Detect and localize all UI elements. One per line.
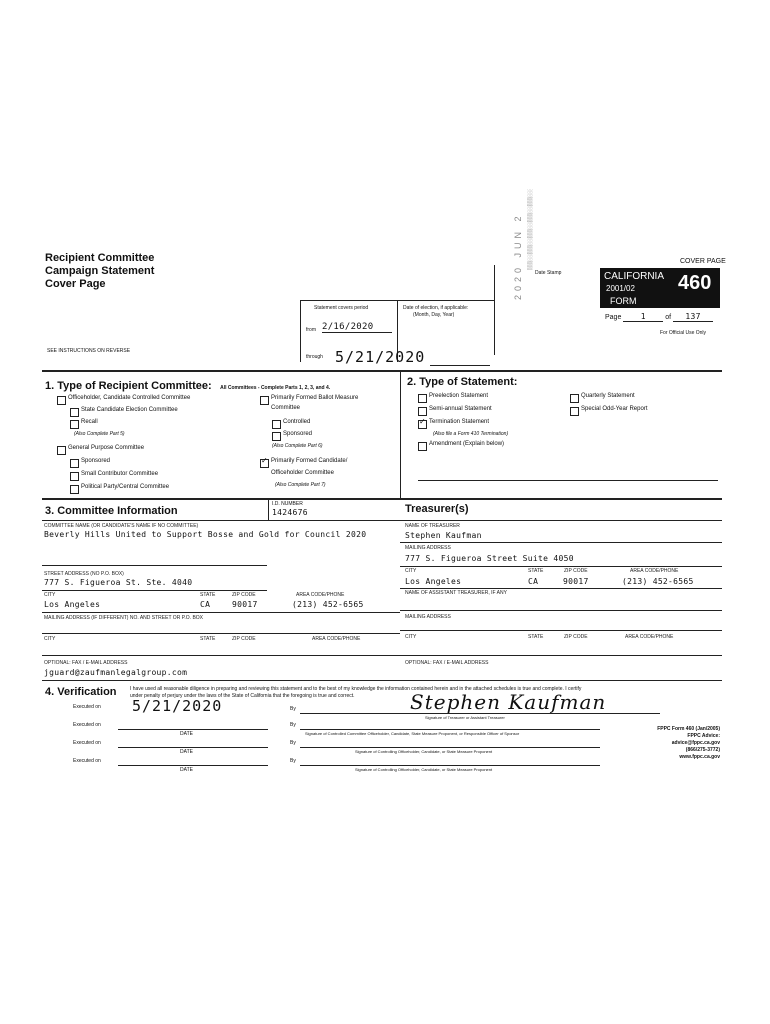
treasurer-phone-label: AREA CODE/PHONE (630, 568, 679, 574)
street-label: STREET ADDRESS (NO P.O. BOX) (44, 571, 124, 577)
tr-rule-3 (400, 566, 722, 567)
official-use-label: For Official Use Only (660, 330, 707, 336)
primarily-candidate-note: (Also Complete Part 7) (275, 482, 326, 488)
state-candidate-checkbox[interactable] (70, 408, 79, 417)
quarterly-label: Quarterly Statement (581, 393, 635, 399)
recall-label: Recall (81, 419, 98, 425)
footer-advice: FPPC Advice: (687, 733, 720, 739)
state-value: CA (200, 600, 211, 609)
date-caption-2: DATE (180, 731, 193, 737)
section1-title: 1. Type of Recipient Committee: (45, 380, 212, 392)
city2-label: CITY (44, 636, 56, 642)
state2-label: STATE (200, 636, 216, 642)
section-rule-top (42, 370, 722, 372)
page-label: Page (605, 314, 622, 321)
stamp-left-border (494, 265, 495, 355)
period-left-border (300, 300, 301, 362)
tr-rule-5 (400, 610, 722, 611)
phone2-label: AREA CODE/PHONE (312, 636, 361, 642)
committee-name-value: Beverly Hills United to Support Bosse and Gold for Council 2020 (44, 530, 367, 539)
badge-number: 460 (678, 272, 712, 294)
semiannual-checkbox[interactable] (418, 407, 427, 416)
date-line-2 (118, 729, 268, 730)
primarily-candidate-checkbox[interactable] (260, 456, 269, 468)
section-rule-mid (42, 498, 722, 500)
checkmark-icon: ✓ (419, 417, 426, 426)
badge-state: CALIFORNIA (604, 271, 665, 282)
recall-checkbox[interactable] (70, 420, 79, 429)
treasurer-name-label: NAME OF TREASURER (405, 523, 460, 529)
s3-rule-6 (42, 655, 400, 656)
controlled-label: Controlled (283, 419, 311, 425)
tr-rule-2 (400, 542, 722, 543)
title-line3: Cover Page (45, 278, 106, 290)
from-label: from (306, 327, 316, 333)
zip2-label: ZIP CODE (232, 636, 256, 642)
s3-rule-bottom (42, 680, 722, 681)
officeholder-label: Officeholder, Candidate Controlled Committee (68, 395, 191, 401)
treasurer-zip2-label: ZIP CODE (564, 634, 588, 640)
title-line1: Recipient Committee (45, 252, 155, 264)
by-label-4: By (290, 758, 296, 764)
semiannual-label: Semi-annual Statement (429, 406, 492, 412)
executed-on-label-3: Executed on (73, 740, 101, 746)
footer-form-rev: FPPC Form 460 (Jan/2005) (657, 726, 720, 732)
special-checkbox[interactable] (570, 407, 579, 416)
treasurer-email-label: OPTIONAL: FAX / E-MAIL ADDRESS (405, 660, 489, 666)
s3-rule-2 (42, 565, 267, 566)
s3-rule-3 (42, 590, 267, 591)
sponsored-label: Sponsored (81, 458, 111, 464)
sig-line-2 (300, 729, 600, 730)
s3-rule-1 (42, 520, 400, 521)
special-label: Special Odd-Year Report (581, 406, 648, 412)
sponsored-checkbox[interactable] (70, 459, 79, 468)
through-label: through (306, 354, 323, 360)
email-value: jguard@zaufmanlegalgroup.com (44, 668, 188, 677)
sig-line-1 (300, 713, 660, 714)
by-label-3: By (290, 740, 296, 746)
footer-email: advice@fppc.ca.gov (671, 740, 720, 746)
date-line-4 (118, 765, 268, 766)
sig3-caption: Signature of Controlling Officeholder, Candidate, or State Measure Proponent (355, 749, 493, 754)
city-value: Los Angeles (44, 600, 101, 609)
s3-rule-4 (42, 612, 400, 613)
termination-note: (Also file a Form 410 Termination) (433, 431, 509, 437)
termination-label: Termination Statement (429, 419, 490, 425)
date-caption-3: DATE (180, 749, 193, 755)
s3-rule-5 (42, 633, 400, 634)
executed-on-label-1: Executed on (73, 704, 101, 710)
title-line2: Campaign Statement (45, 265, 155, 277)
checkmark-icon: ✓ (261, 456, 268, 465)
page-count (605, 312, 713, 322)
tr-rule-6 (400, 630, 722, 631)
phone-value: (213) 452-6565 (292, 600, 364, 609)
sig1-caption: Signature of Treasurer or Assistant Treasurer (425, 715, 505, 720)
footer-phone: (866/275-3772) (685, 747, 720, 753)
page-number: 1 (623, 312, 663, 322)
executed-date-value: 5/21/2020 (132, 697, 223, 715)
section-vertical-divider (400, 370, 401, 498)
primarily-candidate-label-2: Officeholder Committee (271, 470, 334, 476)
treasurer-city-label: CITY (405, 568, 417, 574)
through-date: 5/21/2020 (335, 348, 426, 366)
tr-rule-1 (400, 520, 722, 521)
treasurer-name-value: Stephen Kaufman (405, 531, 482, 540)
amendment-line (418, 480, 718, 481)
mailing-label: MAILING ADDRESS (IF DIFFERENT) NO. AND STREET OR P.O. BOX (44, 615, 204, 621)
election-label: Date of election, if applicable: (403, 305, 469, 311)
section4-title: 4. Verification (45, 686, 117, 698)
political-party-label: Political Party/Central Committee (81, 484, 170, 490)
ballot-measure-checkbox[interactable] (260, 396, 269, 405)
political-party-checkbox[interactable] (70, 485, 79, 494)
street-value: 777 S. Figueroa St. Ste. 4040 (44, 578, 193, 587)
form-title (45, 252, 154, 291)
id-value: 1424676 (272, 508, 308, 517)
general-purpose-label: General Purpose Committee (68, 445, 145, 451)
id-label: I.D. NUMBER (272, 501, 303, 507)
executed-on-label-4: Executed on (73, 758, 101, 764)
ballot-sponsored-label: Sponsored (283, 431, 313, 437)
badge-form: FORM (610, 296, 637, 306)
committee-name-label: COMMITTEE NAME (OR CANDIDATE'S NAME IF NO COMMITTEE) (44, 523, 199, 529)
sig-line-3 (300, 747, 600, 748)
date-line-3 (118, 747, 268, 748)
treasurer-zip-label: ZIP CODE (564, 568, 588, 574)
assistant-label: NAME OF ASSISTANT TREASURER, IF ANY (405, 590, 507, 596)
ballot-note: (Also Complete Part 6) (272, 443, 323, 449)
treasurer-mailing-value: 777 S. Figueroa Street Suite 4050 (405, 554, 574, 563)
zip-value: 90017 (232, 600, 258, 609)
section1-heading (45, 376, 330, 394)
recall-note: (Also Complete Part 5) (74, 431, 125, 437)
by-label-1: By (290, 706, 296, 712)
phone-label: AREA CODE/PHONE (296, 592, 345, 598)
primarily-candidate-label-1: Primarily Formed Candidate/ (271, 458, 348, 464)
controlled-checkbox[interactable] (272, 420, 281, 429)
page-total: 137 (673, 312, 713, 322)
sig2-caption: Signature of Controlled Committee Officeholder, Candidate, State Measure Proponent, or Responsible Officer of Sponsor (305, 731, 520, 736)
sig4-caption: Signature of Controlling Officeholder, Candidate, or State Measure Proponent (355, 767, 493, 772)
section3-title: 3. Committee Information (45, 505, 178, 517)
sig-line-4 (300, 765, 600, 766)
through-underline (430, 365, 490, 366)
ballot-sponsored-checkbox[interactable] (272, 432, 281, 441)
of-label: of (665, 314, 672, 321)
small-contributor-checkbox[interactable] (70, 472, 79, 481)
period-covered-label: Statement covers period (314, 305, 369, 311)
form-badge (600, 268, 720, 308)
treasurer-state-value: CA (528, 577, 539, 586)
by-label-2: By (290, 722, 296, 728)
treasurer-city-value: Los Angeles (405, 577, 462, 586)
footer-web: www.fppc.ca.gov (679, 754, 720, 760)
tr-rule-4 (400, 588, 722, 589)
general-purpose-checkbox[interactable] (57, 446, 66, 455)
footer-block (632, 726, 720, 761)
treasurer-state-label: STATE (528, 568, 544, 574)
termination-checkbox[interactable] (418, 417, 427, 429)
preelection-checkbox[interactable] (418, 394, 427, 403)
stamp-vertical-text: 2020 JUN 2 (513, 212, 523, 300)
state-candidate-label: State Candidate Election Committee (81, 407, 178, 413)
verification-text-1: I have used all reasonable diligence in preparing and reviewing this statement and to the best of my knowledge the information contained herein and in the attached schedules is true and complete. I certify (130, 686, 582, 692)
email-label: OPTIONAL: FAX / E-MAIL ADDRESS (44, 660, 128, 666)
treasurer-mailing-label: MAILING ADDRESS (405, 545, 451, 551)
amendment-label: Amendment (Explain below) (429, 441, 505, 447)
tr-rule-7 (400, 655, 722, 656)
section1-note: All Committees - Complete Parts 1, 2, 3, and 4. (220, 385, 331, 391)
executed-on-label-2: Executed on (73, 722, 101, 728)
id-box-border (268, 498, 269, 520)
city-label: CITY (44, 592, 56, 598)
small-contributor-label: Small Contributor Committee (81, 471, 159, 477)
ballot-measure-label-2: Committee (271, 405, 301, 411)
treasurer-signature: Stephen Kaufman (410, 690, 607, 714)
state-label: STATE (200, 592, 216, 598)
treasurer-zip-value: 90017 (563, 577, 589, 586)
zip-label: ZIP CODE (232, 592, 256, 598)
election-sub: (Month, Day, Year) (413, 312, 455, 318)
instructions-note: SEE INSTRUCTIONS ON REVERSE (47, 348, 131, 354)
verification-text-2: under penalty of perjury under the laws of the State of California that the foregoing is true and correct. (130, 693, 355, 699)
section2-title: 2. Type of Statement: (407, 376, 518, 388)
treasurer-phone-value: (213) 452-6565 (622, 577, 694, 586)
treasurer-phone2-label: AREA CODE/PHONE (625, 634, 674, 640)
treasurer-state2-label: STATE (528, 634, 544, 640)
ballot-measure-label-1: Primarily Formed Ballot Measure (271, 395, 359, 401)
amendment-checkbox[interactable] (418, 442, 427, 451)
quarterly-checkbox[interactable] (570, 394, 579, 403)
period-top-border (300, 300, 494, 301)
stamp-marks: ░ ▒ ░ ▒ ░ ▒ ░ ▒ ░ ▒ (527, 189, 533, 270)
treasurer-city2-label: CITY (405, 634, 417, 640)
date-caption-4: DATE (180, 767, 193, 773)
treasurer-mailing2-label: MAILING ADDRESS (405, 614, 451, 620)
cover-page-label: COVER PAGE (680, 258, 726, 265)
officeholder-checkbox[interactable] (57, 396, 66, 405)
treasurer-title: Treasurer(s) (405, 503, 469, 515)
date-stamp-label: Date Stamp (535, 270, 562, 276)
badge-year: 2001/02 (606, 284, 635, 293)
from-date: 2/16/2020 (322, 322, 392, 333)
preelection-label: Preelection Statement (429, 393, 489, 399)
